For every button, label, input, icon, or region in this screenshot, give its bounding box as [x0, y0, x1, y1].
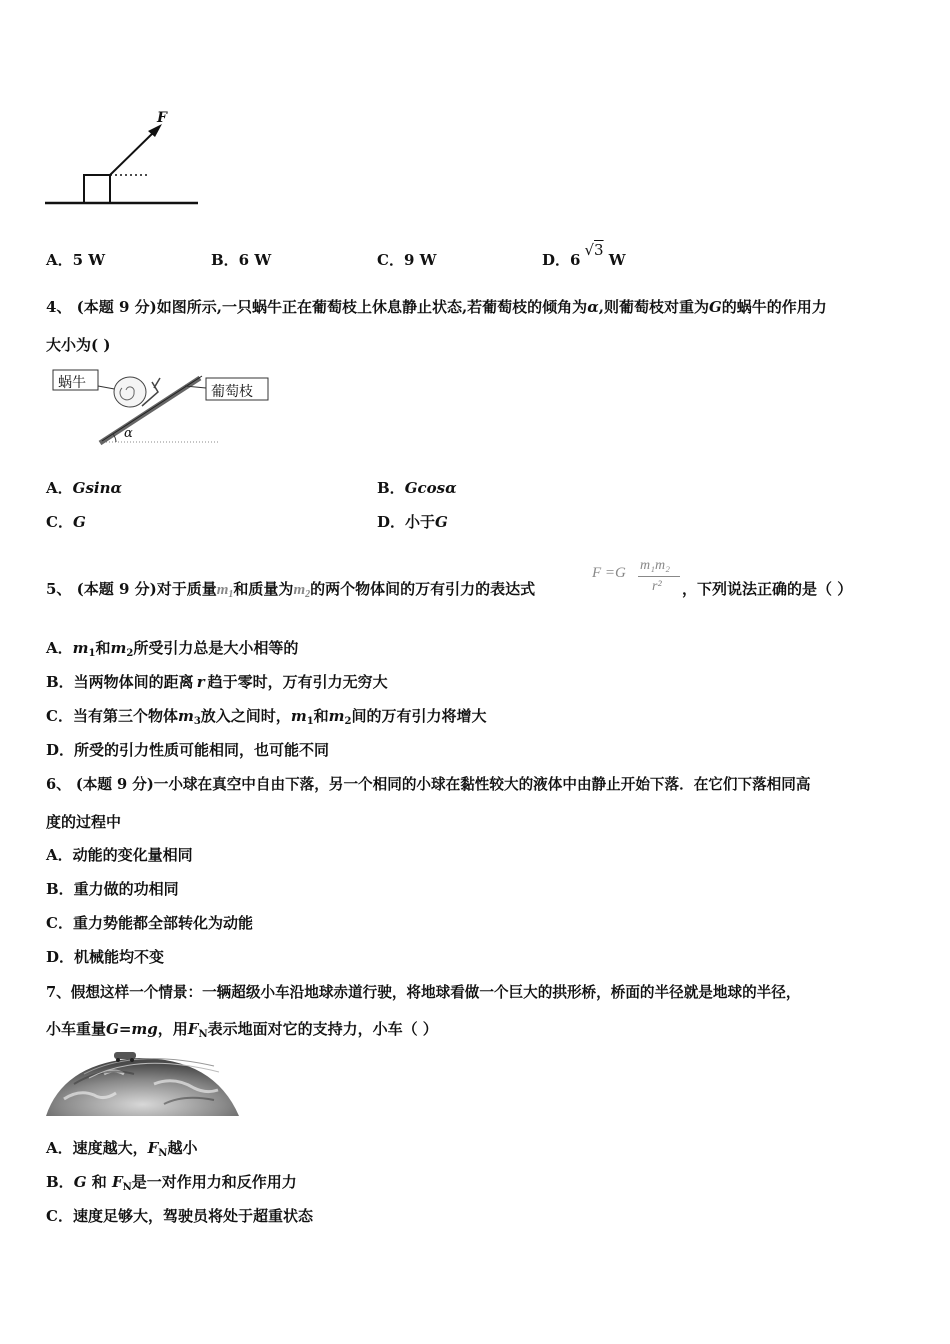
- q6-line2: 度的过程中: [46, 813, 122, 831]
- q3-option-c: C．9 W: [377, 251, 437, 269]
- q4-b-prefix: B．: [377, 479, 405, 497]
- branch-label: 葡萄枝: [211, 384, 253, 400]
- q4-g: G: [708, 298, 722, 316]
- formula-numerator: m₁m₂: [640, 558, 670, 573]
- q5-option-b: B．当两物体间的距离 r 趋于零时，万有引力无穷大: [46, 673, 388, 691]
- force-arrow: [110, 129, 157, 175]
- q5-option-c: C．当有第三个物体$m_3$放入之间时，$m_1$和$m_2$间的万有引力将增大: [46, 707, 487, 727]
- earth-car-image: [44, 1044, 244, 1119]
- q4-a-prefix: A．: [46, 479, 73, 497]
- snail-shell: [114, 377, 146, 407]
- force-label: F: [157, 110, 167, 126]
- q5-m2: $m_2$: [293, 582, 311, 600]
- formula-denominator: r²: [652, 579, 662, 594]
- q7-option-a: A．速度越大，$F_N$越小: [46, 1139, 198, 1159]
- alpha-label: α: [124, 426, 133, 441]
- q3-option-a: A．5 W: [46, 251, 106, 269]
- q7-option-c: C．速度足够大，驾驶员将处于超重状态: [46, 1207, 313, 1225]
- q5-m1: $m_1$: [216, 582, 234, 600]
- q4-a-text: Gsinα: [72, 479, 123, 497]
- q7-line1: 7、假想这样一个情景：一辆超级小车沿地球赤道行驶，将地球看做一个巨大的拱形桥，桥面的半径就是地球的半径，: [46, 984, 801, 1001]
- sqrt-radicand: 3: [594, 241, 604, 259]
- q3-option-b: B．6 W: [211, 251, 272, 269]
- q3-option-d-prefix: D．6: [542, 251, 581, 269]
- force-diagram: [40, 105, 210, 210]
- q5-t3: 的两个物体间的万有引力的表达式: [310, 580, 536, 598]
- q3-option-d: [542, 241, 626, 270]
- q4-line1: [46, 296, 827, 317]
- formula-lhs: F =G: [592, 565, 626, 581]
- snail-label: 蜗牛: [58, 375, 86, 391]
- q3-option-d-unit: W: [608, 251, 626, 269]
- q5-stem: [46, 578, 535, 600]
- q4-text-b: ,则葡萄枝对重为: [598, 298, 709, 316]
- q4-line2: 大小为( ): [46, 336, 111, 354]
- q4-option-d: [377, 511, 448, 532]
- q4-c-prefix: C．: [46, 513, 73, 531]
- q4-text-a: 4、 (本题 9 分)如图所示,一只蜗牛正在葡萄枝上休息静止状态,若葡萄枝的倾角为: [46, 298, 588, 316]
- q4-option-b: [377, 477, 457, 498]
- car: [114, 1052, 136, 1059]
- q5-stem-end: ，下列说法正确的是（ ）: [682, 580, 853, 598]
- fraction-bar: [638, 576, 680, 577]
- q5-t2: 和质量为: [233, 580, 294, 598]
- q6-option-b: B．重力做的功相同: [46, 880, 179, 898]
- q4-c-text: G: [72, 513, 86, 531]
- q6-option-c: C．重力势能都全部转化为动能: [46, 914, 253, 932]
- q6-option-a: A．动能的变化量相同: [46, 846, 193, 864]
- q5-option-a: A．$m_1$和$m_2$所受引力总是大小相等的: [46, 639, 299, 659]
- q4-option-c: [46, 511, 86, 532]
- q6-line1: 6、 (本题 9 分)一小球在真空中自由下落，另一个相同的小球在黏性较大的液体中由静止开始下落．在它们下落相同高: [46, 776, 811, 793]
- q5-option-d: D．所受的引力性质可能相同，也可能不同: [46, 741, 330, 759]
- earth-dome: [46, 1058, 239, 1116]
- q4-d-text: G: [435, 513, 448, 531]
- q6-option-d: D．机械能均不变: [46, 948, 165, 966]
- q7-option-b: B．G 和 $F_N$是一对作用力和反作用力: [46, 1173, 297, 1193]
- q4-option-a: [46, 477, 122, 498]
- q4-d-prefix: D．小于: [377, 513, 436, 531]
- sqrt-symbol: √3: [584, 241, 604, 259]
- q7-line2: 小车重量G=mg，用$F_N$表示地面对它的支持力，小车（ ）: [46, 1020, 438, 1040]
- q4-text-c: 的蜗牛的作用力: [721, 298, 827, 316]
- q5-t1: 5、 (本题 9 分)对于质量: [46, 580, 217, 598]
- block: [84, 175, 110, 203]
- q4-b-text: Gcosα: [404, 479, 457, 497]
- q4-alpha: α: [587, 298, 599, 316]
